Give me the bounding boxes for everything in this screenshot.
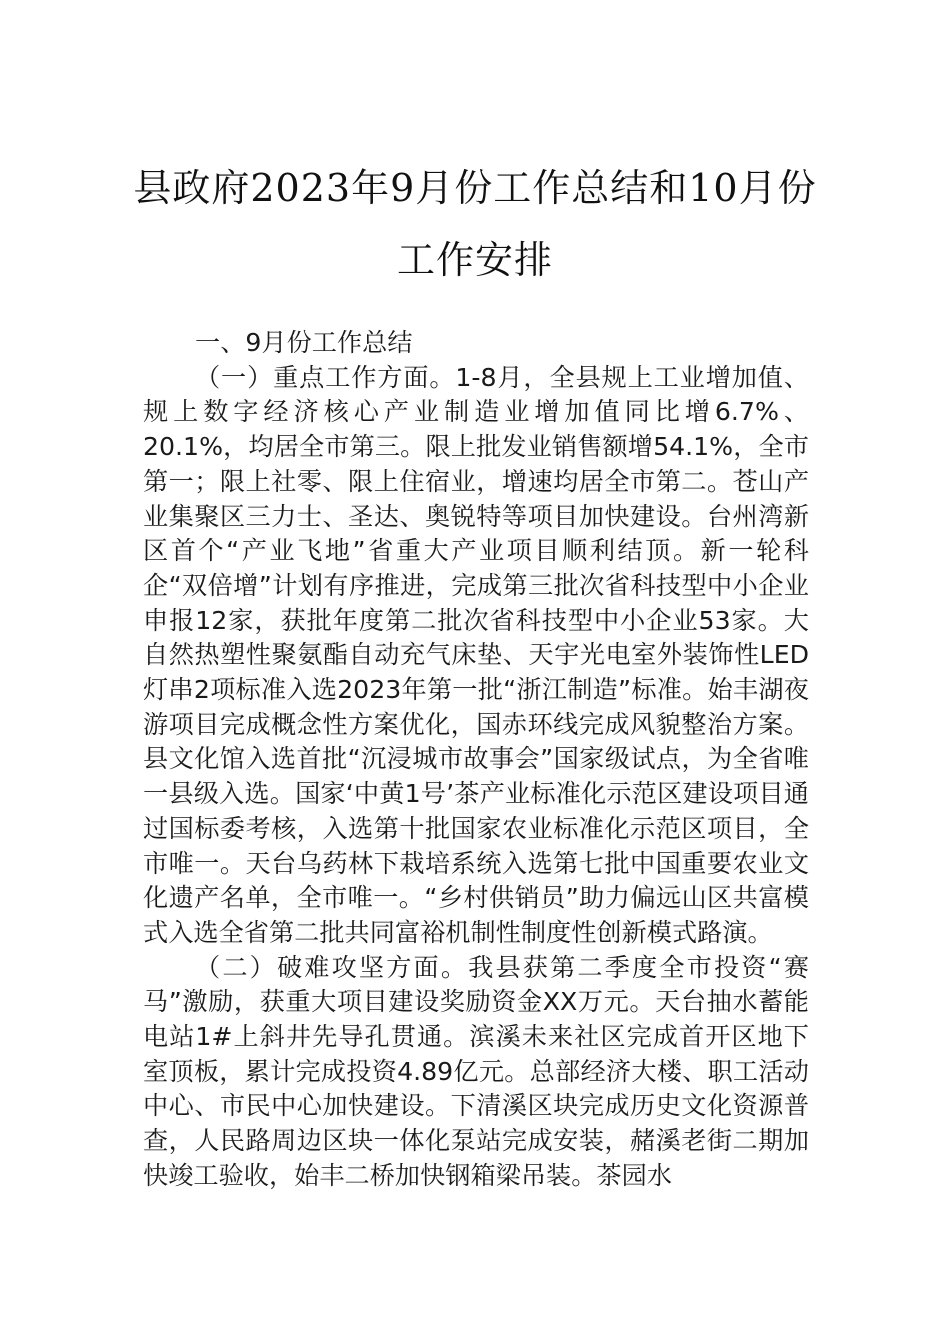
paragraph-breakthrough: （二）破难攻坚方面。我县获第二季度全市投资“赛马”激励，获重大项目建设奖励资金XX万元。天台抽水蓄能电站1#上斜井先导孔贯通。滨溪未来社区完成首开区地下室顶板，累计完成投资4.89亿元。总部经济大楼、职工活动中心、市民中心加快建设。下清溪区块完成历史文化资源普查，人民路周边区块一体化泵站完成安装，赭溪老街二期加快竣工验收，始丰二桥加快钢箱梁吊装。茶园水 [143, 952, 809, 1190]
document-title: 县政府2023年9月份工作总结和10月份工作安排 [133, 166, 817, 282]
paragraph-key-work: （一）重点工作方面。1-8月，全县规上工业增加值、规上数字经济核心产业制造业增加值同比增6.7%、20.1%，均居全市第三。限上批发业销售额增54.1%，全市第一；限上社零、限上住宿业，增速均居全市第二。苍山产业集聚区三力士、圣达、奥锐特等项目加快建设。台州湾新区首个“产业飞地”省重大产业项目顺利结顶。新一轮科企“双倍增”计划有序推进，完成第三批次省科技型中小企业申报12家，获批年度第二批次省科技型中小企业53家。大自然热塑性聚氨酯自动充气床垫、天宇光电室外装饰性LED灯串2项标准入选2023年第一批“浙江制造”标准。始丰湖夜游项目完成概念性方案优化，国赤环线完成风貌整治方案。县文化馆入选首批“沉浸城市故事会”国家级试点，为全省唯一县级入选。国家‘中黄1号’茶产业标准化示范区建设项目通过国标委考核，入选第十批国家农业标准化示范区项目，全市唯一。天台乌药林下栽培系统入选第七批中国重要农业文化遗产名单，全市唯一。“乡村供销员”助力偏远山区共富模式入选全省第二批共同富裕机制性制度性创新模式路演。 [143, 362, 809, 947]
section-heading: 一、9月份工作总结 [195, 328, 413, 357]
document-body [143, 326, 809, 1194]
